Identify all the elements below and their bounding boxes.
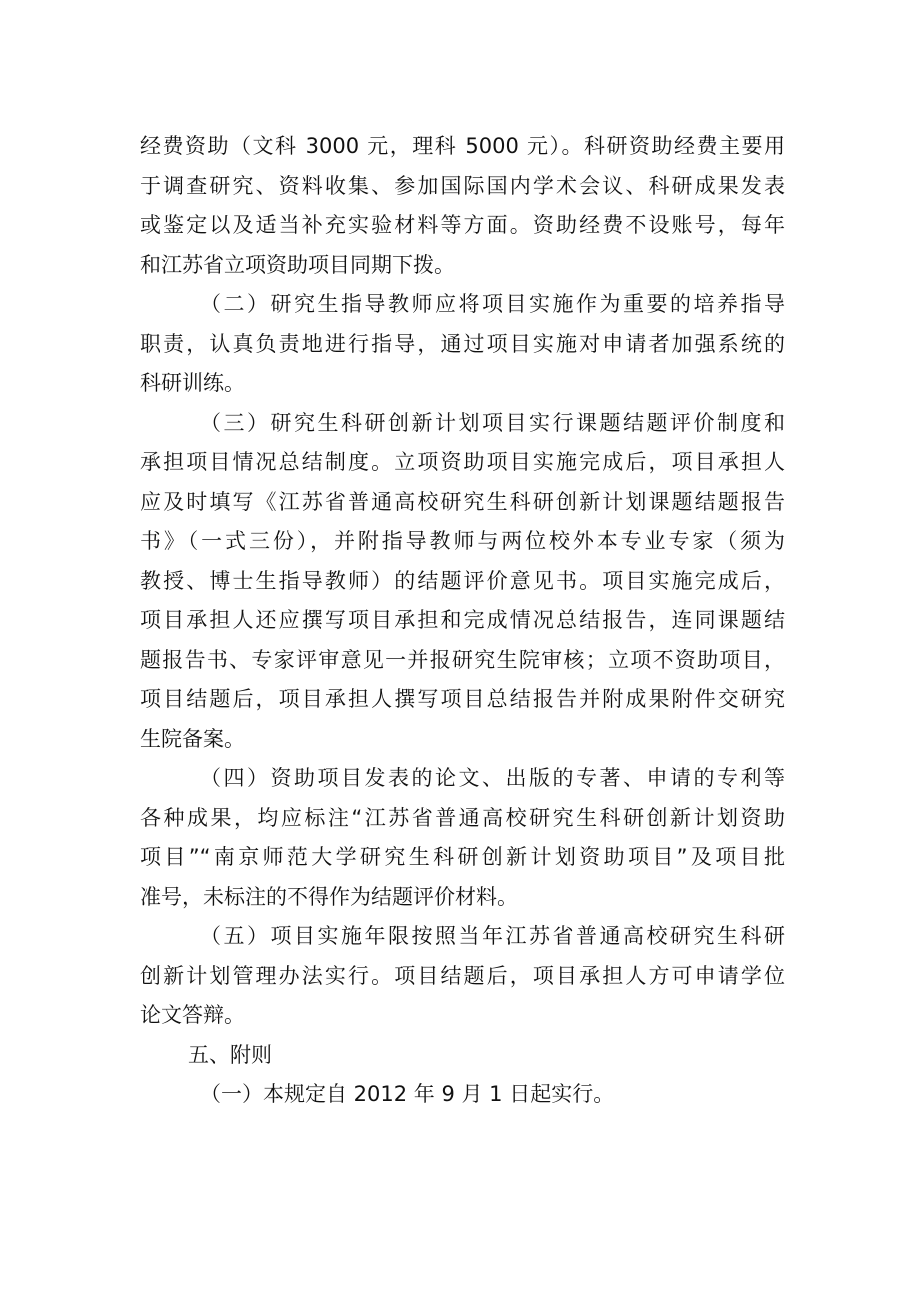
text-line: 教授、博士生指导教师）的结题评价意见书。项目实施完成后， xyxy=(140,568,785,593)
text-line: 创新计划管理办法实行。项目结题后，项目承担人方可申请学位 xyxy=(140,963,785,988)
text-line: 经费资助（文科 3000 元，理科 5000 元）。科研资助经费主要用 xyxy=(140,134,785,158)
document-body xyxy=(140,127,785,1115)
paragraph-heading-line: （四）资助项目发表的论文、出版的专著、申请的专利等 xyxy=(200,766,785,790)
text-line: 应及时填写《江苏省普通高校研究生科研创新计划课题结题报告 xyxy=(140,489,785,514)
paragraph-heading-line: （五）项目实施年限按照当年江苏省普通高校研究生科研 xyxy=(200,924,785,948)
text-line: 项目结题后，项目承担人撰写项目总结报告并附成果附件交研究 xyxy=(140,687,785,711)
section-heading: 五、附则 xyxy=(188,1042,272,1067)
text-line: 各种成果，均应标注“江苏省普通高校研究生科研创新计划资助 xyxy=(140,805,785,830)
text-line: 项目”“南京师范大学研究生科研创新计划资助项目”及项目批 xyxy=(140,845,785,869)
paragraph-heading-line: （二）研究生指导教师应将项目实施作为重要的培养指导 xyxy=(200,292,785,316)
text-line: 科研训练。 xyxy=(140,371,245,395)
paragraph-heading-line: （一）本规定自 2012 年 9 月 1 日起实行。 xyxy=(200,1082,615,1106)
text-line: 题报告书、专家评审意见一并报研究生院审核；立项不资助项目， xyxy=(140,647,785,672)
text-line: 承担项目情况总结制度。立项资助项目实施完成后，项目承担人 xyxy=(140,450,785,474)
text-line: 论文答辩。 xyxy=(140,1003,245,1027)
text-line: 书》（一式三份），并附指导教师与两位校外本专业专家（须为 xyxy=(140,529,785,553)
paragraph-heading-line: （三）研究生科研创新计划项目实行课题结题评价制度和 xyxy=(200,410,785,435)
text-line: 生院备案。 xyxy=(140,726,245,751)
text-line: 职责，认真负责地进行指导，通过项目实施对申请者加强系统的 xyxy=(140,331,785,356)
text-line: 或鉴定以及适当补充实验材料等方面。资助经费不设账号，每年 xyxy=(140,213,785,237)
text-line: 项目承担人还应撰写项目承担和完成情况总结报告，连同课题结 xyxy=(140,608,785,632)
text-line: 于调查研究、资料收集、参加国际国内学术会议、科研成果发表 xyxy=(140,173,785,198)
text-line: 和江苏省立项资助项目同期下拨。 xyxy=(140,252,455,277)
text-line: 准号，未标注的不得作为结题评价材料。 xyxy=(140,884,518,909)
